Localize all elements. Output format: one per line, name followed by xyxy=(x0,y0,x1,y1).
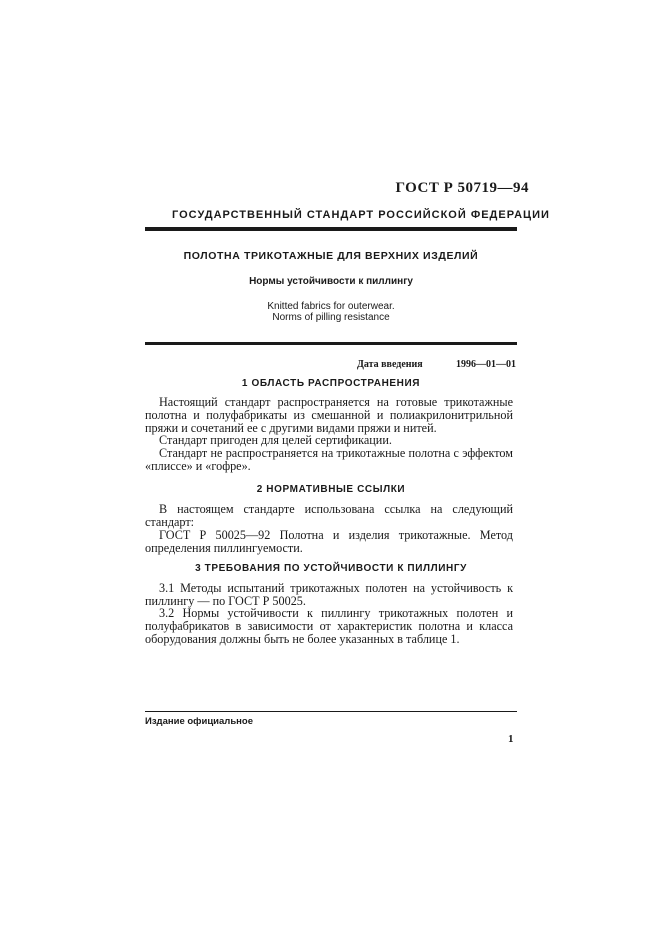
section-1-heading: 1 ОБЛАСТЬ РАСПРОСТРАНЕНИЯ xyxy=(241,378,421,389)
section-1-paragraph-2: Стандарт пригоден для целей сертификации. xyxy=(159,433,392,447)
introduction-date-label: Дата введения xyxy=(357,359,423,370)
section-3-paragraph-1: 3.1 Методы испытаний трикотажных полотен на устойчивость к пиллингу — по ГОСТ Р 50025. xyxy=(145,581,513,608)
section-2-heading: 2 НОРМАТИВНЫЕ ССЫЛКИ xyxy=(256,484,406,495)
english-title-line-2: Norms of pilling resistance xyxy=(272,312,390,323)
official-edition-label: Издание официальное xyxy=(145,716,253,727)
document-title: ПОЛОТНА ТРИКОТАЖНЫЕ ДЛЯ ВЕРХНИХ ИЗДЕЛИЙ xyxy=(183,250,479,262)
footer-rule xyxy=(145,711,517,712)
state-standard-title: ГОСУДАРСТВЕННЫЙ СТАНДАРТ РОССИЙСКОЙ ФЕДЕРАЦИИ xyxy=(172,209,550,221)
header-rule-thick xyxy=(145,227,517,231)
introduction-date: 1996—01—01 xyxy=(456,359,516,370)
document-subtitle: Нормы устойчивости к пиллингу xyxy=(249,276,413,287)
gost-code: ГОСТ Р 50719—94 xyxy=(395,180,529,196)
section-1-paragraph-1: Настоящий стандарт распространяется на готовые трикотажные полотна и полуфабрикаты из смешанной и полиакрилонитрильной пряжи и сочетаний ее с другими видами пряжи и нитей. xyxy=(145,395,513,435)
page-number: 1 xyxy=(508,733,514,745)
section-3-heading: 3 ТРЕБОВАНИЯ ПО УСТОЙЧИВОСТИ К ПИЛЛИНГУ xyxy=(195,563,467,574)
english-title-line-1: Knitted fabrics for outerwear. xyxy=(267,301,395,312)
section-3-paragraph-2: 3.2 Нормы устойчивости к пиллингу трикотажных полотен и полуфабрикатов в зависимости от характеристик полотна и класса оборудования должны быть не более указанных в таблице 1. xyxy=(145,606,513,646)
section-1-paragraph-3: Стандарт не распространяется на трикотажные полотна с эффектом «плиссе» и «гофре». xyxy=(145,446,513,473)
title-rule-thick xyxy=(145,342,517,345)
section-2-paragraph-2: ГОСТ Р 50025—92 Полотна и изделия трикотажные. Метод определения пиллингуемости. xyxy=(145,528,513,555)
section-2-paragraph-1: В настоящем стандарте использована ссылка на следующий стандарт: xyxy=(145,502,513,529)
